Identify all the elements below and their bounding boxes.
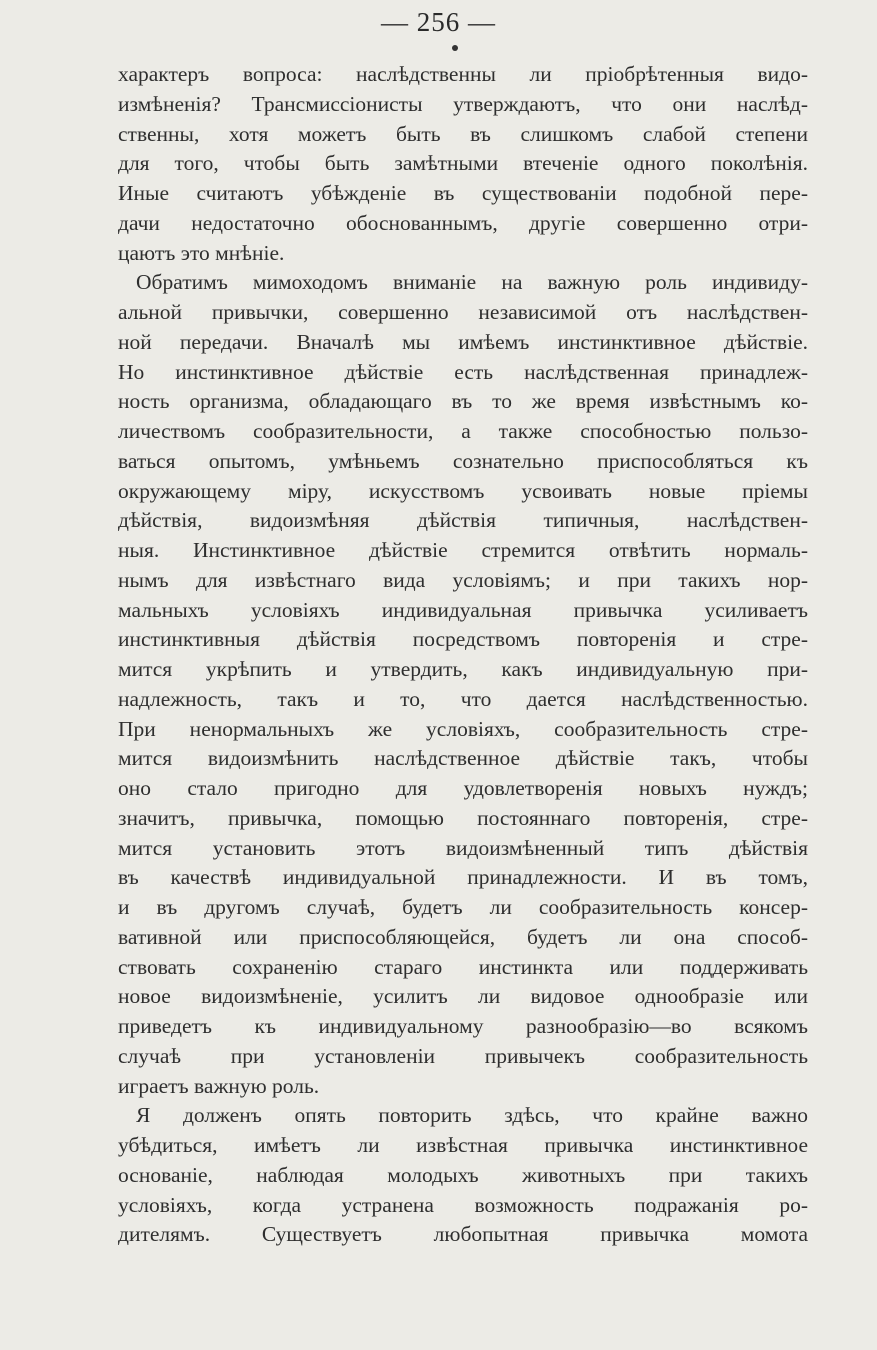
text-line: надлежность, такъ и то, что дается наслѣдственностью. <box>118 686 808 711</box>
text-line: новое видоизмѣненіе, усилитъ ли видовое однообразіе или <box>118 984 808 1009</box>
text-line: окружающему міру, искусствомъ усвоивать новые пріемы <box>118 478 808 503</box>
text-line: мится установить этотъ видоизмѣненный типъ дѣйствія <box>118 835 808 860</box>
paragraph <box>118 268 808 1101</box>
text-line: ваться опытомъ, умѣньемъ сознательно приспособляться къ <box>118 448 808 473</box>
text-line: измѣненія? Трансмиссіонисты утверждаютъ, что они наслѣд- <box>118 91 808 116</box>
text-line: личествомъ сообразительности, а также способностью пользо- <box>118 419 808 443</box>
text-line: мальныхъ условіяхъ индивидуальная привычка усиливаетъ <box>118 597 808 622</box>
text-line: убѣдиться, имѣетъ ли извѣстная привычка инстинктивное <box>118 1133 808 1157</box>
text-line: приведетъ къ индивидуальному разнообразію—во всякомъ <box>118 1014 808 1038</box>
paragraph <box>118 1101 808 1250</box>
text-line: для того, чтобы быть замѣтными втеченіе одного поколѣнія. <box>118 151 808 176</box>
body-text <box>118 60 808 1250</box>
text-line: играетъ важную роль. <box>118 1073 320 1098</box>
text-line: мится видоизмѣнить наслѣдственное дѣйствіе такъ, чтобы <box>118 746 808 771</box>
text-line: нымъ для извѣстнаго вида условіямъ; и при такихъ нор- <box>118 567 808 592</box>
text-line: оно стало пригодно для удовлетворенія новыхъ нуждъ; <box>118 776 808 800</box>
text-line: условіяхъ, когда устранена возможность подражанія ро- <box>118 1192 808 1217</box>
text-line: Иные считаютъ убѣжденіе въ существованіи подобной пере- <box>118 181 808 205</box>
text-line: Но инстинктивное дѣйствіе есть наслѣдственная принадлеж- <box>118 359 808 384</box>
text-line: основаніе, наблюдая молодыхъ животныхъ при такихъ <box>118 1162 808 1187</box>
text-line: ствовать сохраненію стараго инстинкта или поддерживать <box>118 954 808 979</box>
text-line: и въ другомъ случаѣ, будетъ ли сообразительность консер- <box>118 895 808 919</box>
text-line: дачи недостаточно обоснованнымъ, другіе совершенно отри- <box>118 210 808 235</box>
text-line: Я долженъ опять повторить здѣсь, что крайне важно <box>136 1103 808 1128</box>
text-line: характеръ вопроса: наслѣдственны ли пріобрѣтенныя видо- <box>118 62 808 86</box>
ink-speck <box>452 45 458 51</box>
text-line: вативной или приспособляющейся, будетъ ли она способ- <box>118 924 808 949</box>
text-line: ность организма, обладающаго въ то же время извѣстнымъ ко- <box>118 389 808 414</box>
text-line: ственны, хотя можетъ быть въ слишкомъ слабой степени <box>118 121 808 146</box>
text-line: значитъ, привычка, помощью постояннаго повторенія, стре- <box>118 805 808 830</box>
text-line: въ качествѣ индивидуальной принадлежности. И въ томъ, <box>118 865 808 890</box>
text-line: Обратимъ мимоходомъ вниманіе на важную роль индивиду- <box>136 270 808 295</box>
text-line: инстинктивныя дѣйствія посредствомъ повторенія и стре- <box>118 627 808 652</box>
text-line: При ненормальныхъ же условіяхъ, сообразительность стре- <box>118 716 808 741</box>
page-number: — 256 — <box>381 7 496 37</box>
text-line: ныя. Инстинктивное дѣйствіе стремится отвѣтить нормаль- <box>118 538 808 562</box>
paragraph <box>118 60 808 268</box>
text-line: ной передачи. Вначалѣ мы имѣемъ инстинктивное дѣйствіе. <box>118 329 808 354</box>
text-line: дителямъ. Существуетъ любопытная привычка момота <box>118 1222 808 1247</box>
text-line: случаѣ при установленіи привычекъ сообразительность <box>118 1043 808 1068</box>
text-line: дѣйствія, видоизмѣняя дѣйствія типичныя, наслѣдствен- <box>118 508 808 533</box>
text-line: цаютъ это мнѣніе. <box>118 240 285 265</box>
text-line: альной привычки, совершенно независимой отъ наслѣдствен- <box>118 300 808 324</box>
text-line: мится укрѣпить и утвердить, какъ индивидуальную при- <box>118 657 808 681</box>
